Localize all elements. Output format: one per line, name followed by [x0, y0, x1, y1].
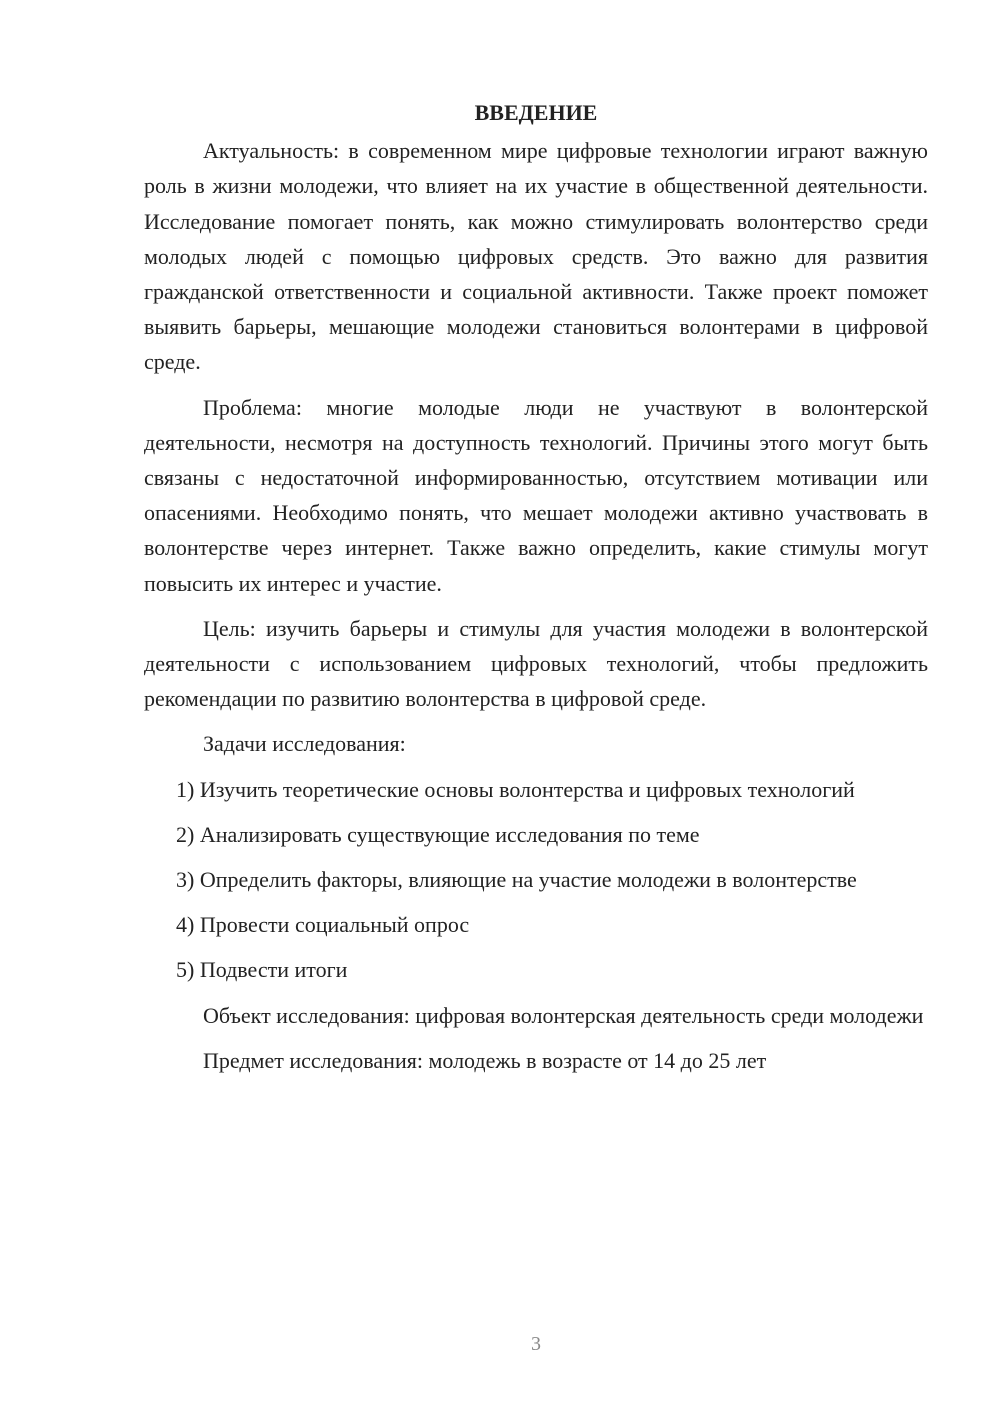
task-item: 4) Провести социальный опрос [176, 912, 470, 938]
tasks-list [144, 772, 928, 988]
research-subject-paragraph: Предмет исследования: молодежь в возрасте от 14 до 25 лет [203, 1047, 767, 1073]
task-item: 3) Определить факторы, влияющие на участие молодежи в волонтерстве [176, 867, 857, 893]
task-item: 1) Изучить теоретические основы волонтерства и цифровых технологий [176, 776, 855, 802]
task-item: 5) Подвести итоги [176, 957, 348, 983]
page-content [144, 95, 928, 1088]
task-item: 2) Анализировать существующие исследования по теме [176, 821, 700, 847]
problem-paragraph: Проблема: многие молодые люди не участвуют в волонтерской деятельности, несмотря на доступность технологий. Причины этого могут быть связаны с недостаточной информированностью, отсутствием мотивации или опасениями. Необходимо понять, что мешает молодежи активно участвовать в волонтерстве через интернет. Также важно определить, какие стимулы могут повысить их интерес и участие. [144, 394, 928, 596]
page-number: 3 [531, 1333, 541, 1355]
research-object-paragraph: Объект исследования: цифровая волонтерская деятельность среди молодежи [203, 1002, 924, 1028]
goal-paragraph: Цель: изучить барьеры и стимулы для участия молодежи в волонтерской деятельности с использованием цифровых технологий, чтобы предложить рекомендации по развитию волонтерства в цифровой среде. [144, 615, 928, 712]
section-title: ВВЕДЕНИЕ [474, 100, 598, 125]
tasks-heading: Задачи исследования: [203, 731, 406, 757]
relevance-paragraph: Актуальность: в современном мире цифровые технологии играют важную роль в жизни молодежи, что влияет на их участие в общественной деятельности. Исследование помогает понять, как можно стимулировать волонтерство среди молодых людей с помощью цифровых средств. Это важно для развития гражданской ответственности и социальной активности. Также проект поможет выявить барьеры, мешающие молодежи становиться волонтерами в цифровой среде. [144, 138, 928, 375]
